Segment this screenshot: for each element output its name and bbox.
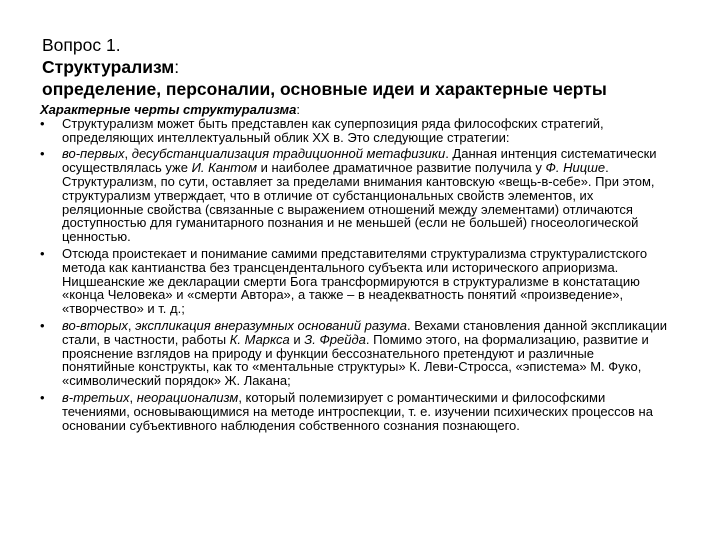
title-subtitle: определение, персоналии, основные идеи и характерные черты xyxy=(42,79,607,99)
list-item: • Структурализм может быть представлен как суперпозиция ряда философских стратегий, определяющих интеллектуальный облик XX в. Это следующие стратегии: xyxy=(40,115,604,145)
bullet-icon: • xyxy=(40,317,45,333)
bullet-icon: • xyxy=(40,389,45,405)
list-item: • во-вторых, экспликация внеразумных оснований разума. Вехами становления данной экспликации стали, в частности, работы К. Маркса и З. Фрейда. Помимо этого, на формализацию, развитие и прояснение взглядов на природу и функции бессознательного претендуют и различные понятийные конструкты, как то «ментальные структуры» К. Леви-Стросса, «эпистема» М. Фуко, «символический порядок» Ж. Лакана; xyxy=(40,317,668,389)
bullet-icon: • xyxy=(40,245,45,261)
bullet-icon: • xyxy=(40,146,45,162)
bullet-list xyxy=(40,117,670,433)
list-item: • в-третьих, неорационализм, который полемизирует с романтическими и философскими течениями, основывающимися на методе интроспекции, т. е. изучении психических процессов на основании субъективного наблюдения собственного сознания познающего. xyxy=(40,389,653,433)
slide-title xyxy=(42,34,702,100)
content-body xyxy=(40,103,670,435)
bullet-icon: • xyxy=(40,115,45,131)
section-subheading: Характерные черты структурализма: xyxy=(40,102,301,117)
title-topic: Структурализм: xyxy=(42,57,180,77)
list-item: • во-первых, десубстанциализация традиционной метафизики. Данная интенция систематически осуществлялась уже И. Кантом и наиболее драматичное развитие получила у Ф. Ницше. Структурализм, по сути, оставляет за пределами внимания кантовскую «вещь-в-себе». При этом, структурализм утверждает, что в отличие от субстанциональных свойств элементов, их реляционные свойства (связанные с выражением отношений между элементами) отличаются доступностью для гуманитарного познания и не меньшей (если не большей) гносеологической ценностью. xyxy=(40,146,657,245)
list-item: • Отсюда проистекает и понимание самими представителями структурализма структуралистского метода как кантианства без трансцендентального субъекта или исторического априоризма. Ницшеанские же декларации смерти Бога трансформируются в структурализме в констатацию «конца Человека» и «смерти Автора», а также – в неадекватность понятий «произведение», «творчество» и т. д.; xyxy=(40,245,648,317)
question-number: Вопрос 1. xyxy=(42,35,121,55)
